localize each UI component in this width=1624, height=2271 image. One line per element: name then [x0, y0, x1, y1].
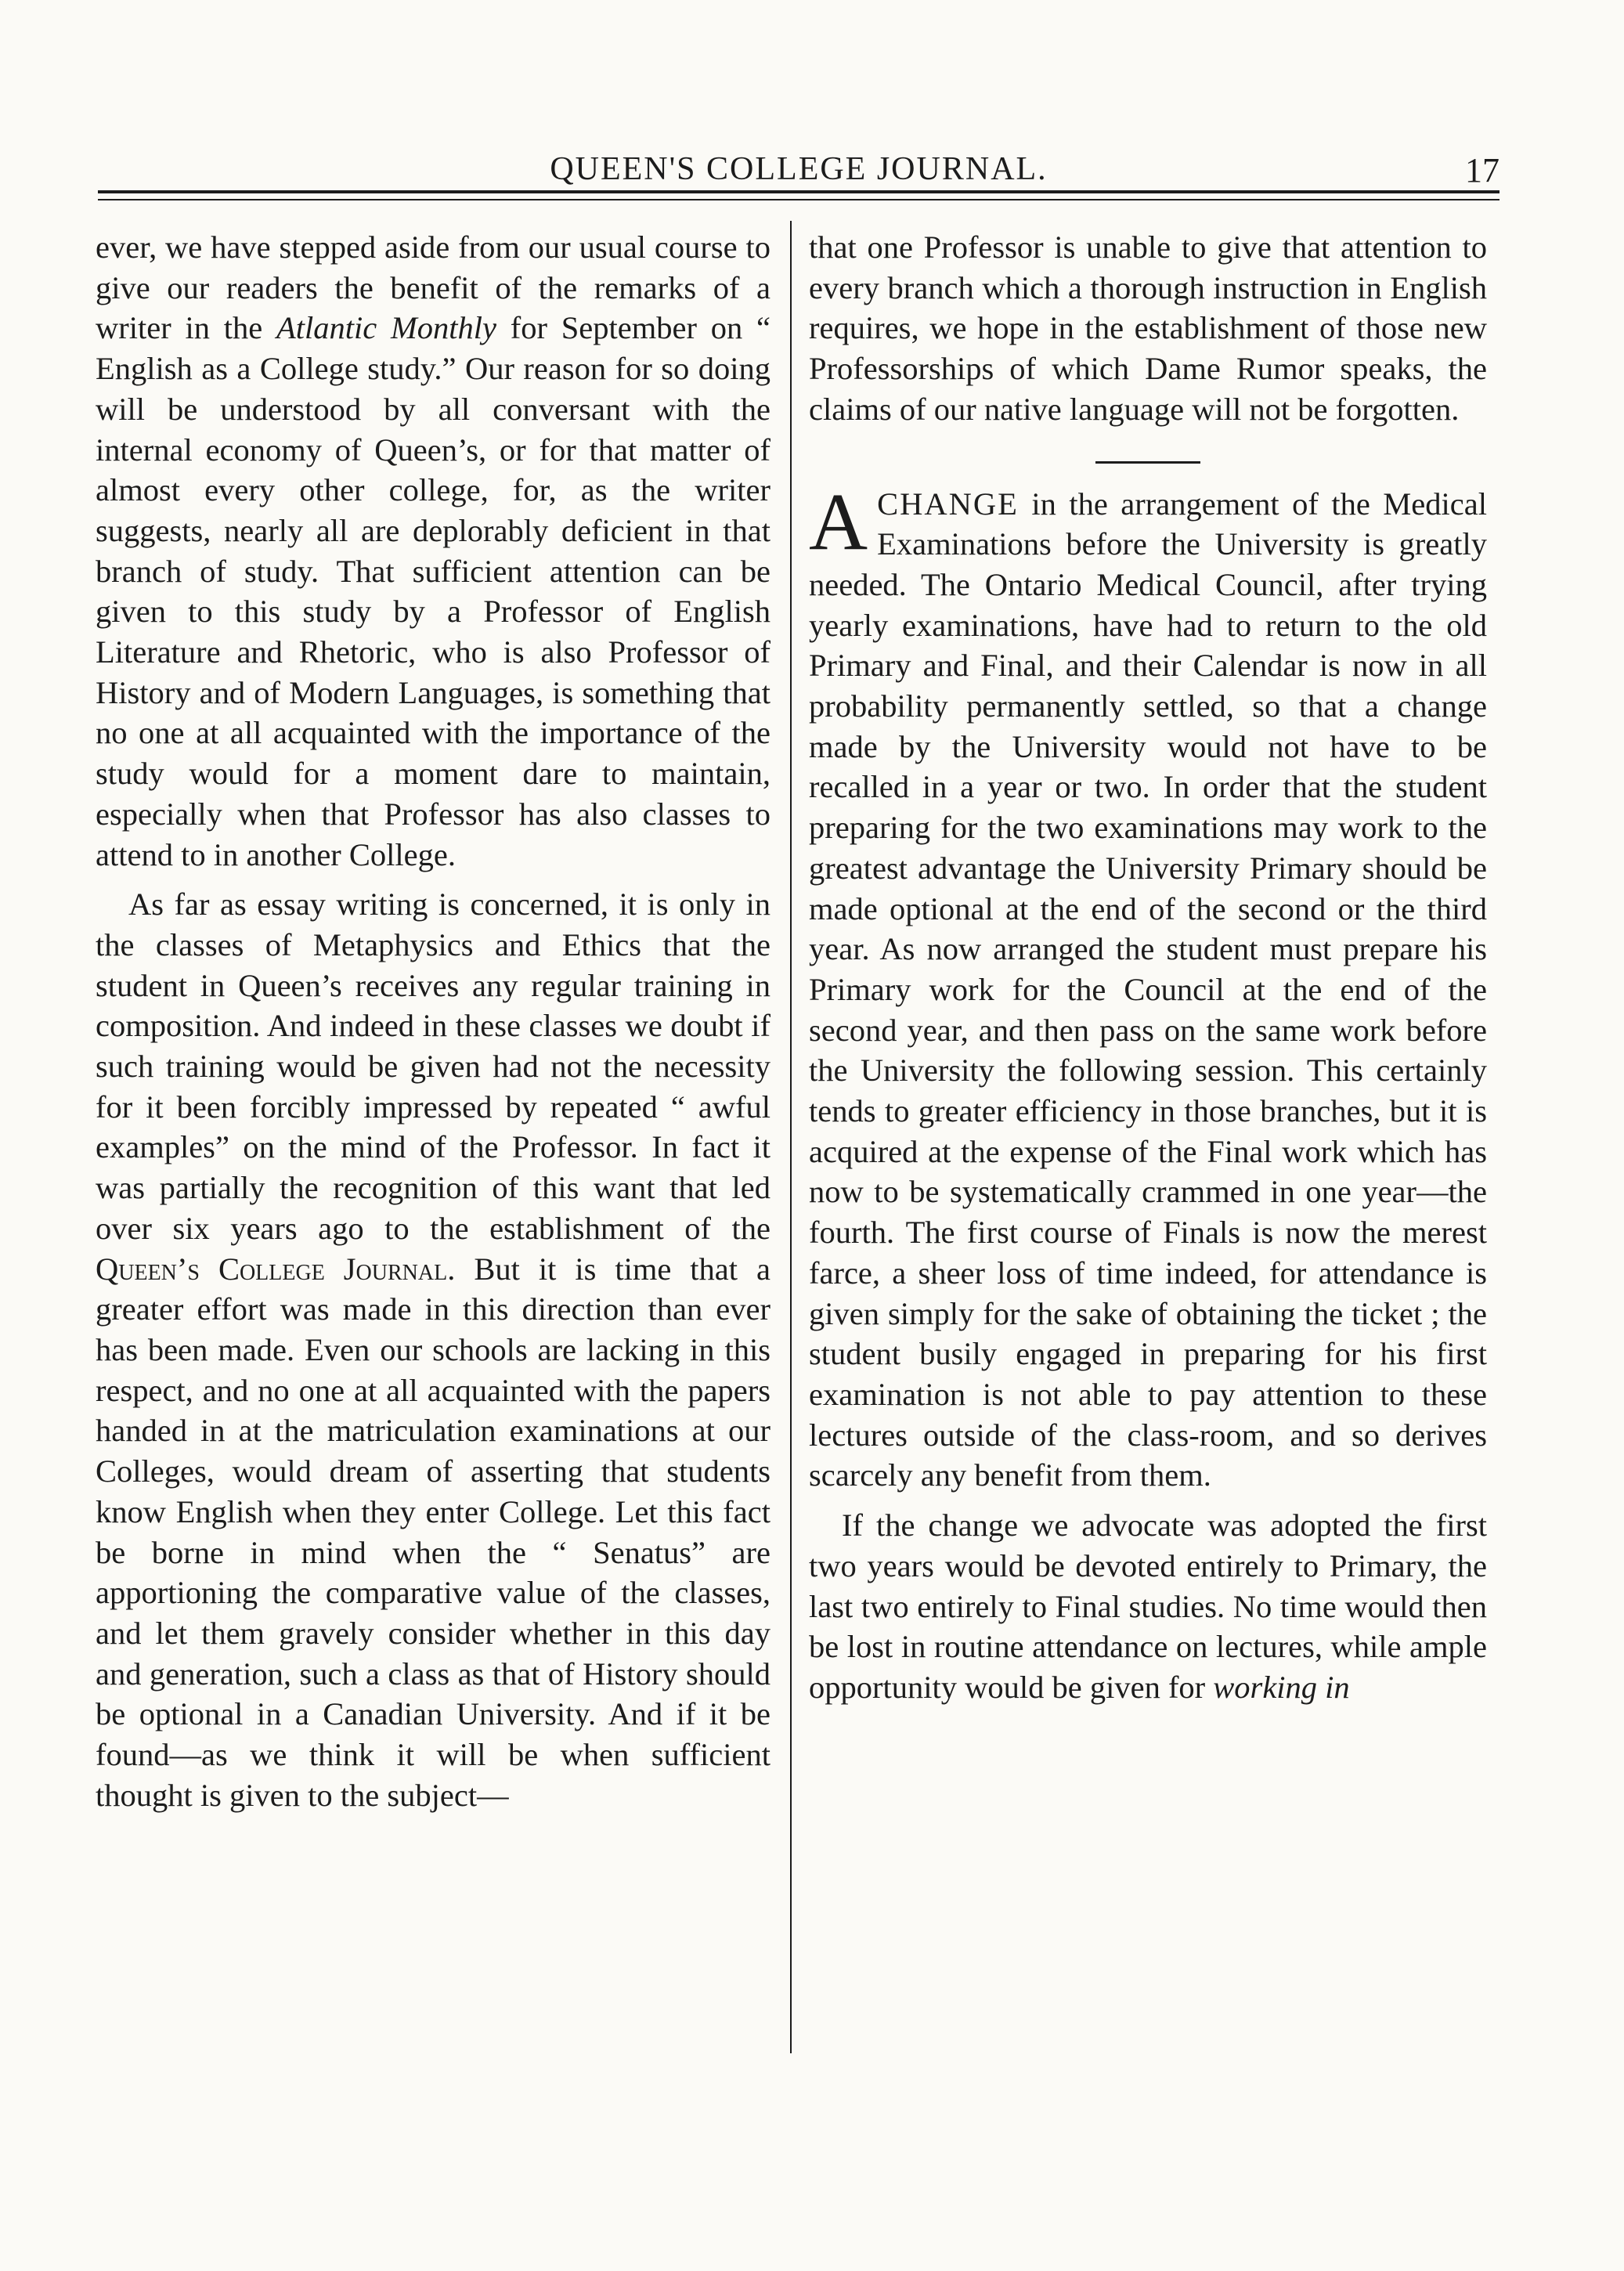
column-divider [790, 221, 792, 2053]
running-title: QUEEN'S COLLEGE JOURNAL. [550, 151, 1048, 187]
italic-title: Atlantic Monthly [276, 310, 496, 346]
right-paragraph-1: that one Professor is unable to give that attention to every branch which a thorough instruction in English requires, we hope in the establishment of those new Professorships of which Dame Rumor speaks, the claims of our native language will not be forgotten. [809, 229, 1487, 427]
header-rule [98, 190, 1499, 193]
header-rule-thin [98, 199, 1499, 200]
right-paragraph-3 [809, 1505, 1487, 1708]
left-paragraph-2 [96, 884, 770, 1815]
lead-word: CHANGE [877, 486, 1019, 522]
text-run: ever, we have stepped aside from our usual course to give our readers the benefit of the remarks of a writer in the [96, 229, 770, 346]
left-column [96, 227, 770, 1815]
section-divider [1095, 461, 1200, 464]
text-run: As far as essay writing is concerned, it is only in the classes of Metaphysics and Ethics that the student in Queen’s receives any regular training in composition. And indeed in these classes we doubt if such training would be given had not the necessity for it been forcibly impressed by repeated “ awful examples” on the mind of the Professor. In fact it was partially the recognition of this want that led over six years ago to the establishment of the [96, 886, 770, 1246]
drop-cap: A [809, 476, 868, 567]
text-run: . But it is time that a greater effort was made in this direction than ever has been made. Even our schools are lacking in this respect, and no one at all acquainted with the papers handed in at the matriculation examinations at our Colleges, would dream of asserting that students know English when they enter College. Let this fact be borne in mind when the “ Senatus” are apportioning the comparative value of the classes, and let them gravely consider whether in this day and generation, such a class as that of History should be optional in a Canadian University. And if it be found—as we think it will be when sufficient thought is given to the subject— [96, 1251, 770, 1813]
left-paragraph-1 [96, 227, 770, 875]
right-paragraph-2 [809, 476, 1487, 1497]
text-run: If the change we advocate was adopted the first two years would be devoted entirely to Primary, the last two entirely to Final studies. No time would then be lost in routine attendance on lectures, while ample opportunity would be given for [809, 1507, 1487, 1705]
journal-name: Queen’s College Journal [96, 1251, 448, 1287]
text-run: for September on “ English as a College study.” Our reason for so doing will be understood by all conversant with the internal economy of Queen’s, or for that matter of almost every other college, for, as the writer suggests, nearly all are deplorably deficient in that branch of study. That sufficient attention can be given to this study by a Professor of English Literature and Rhetoric, who is also Professor of History and of Modern Languages, is something that no one at all acquainted with the importance of the study would for a moment dare to maintain, especially when that Professor has also classes to attend to in another College. [96, 310, 770, 872]
right-column [809, 227, 1487, 1708]
italic-phrase: working in [1213, 1669, 1350, 1705]
text-run: in the arrangement of the Medical Examinations before the University is greatly needed. The Ontario Medical Council, after trying yearly examinations, have had to return to the old Primary and Final, and their Calendar is now in all probability permanently settled, so that a change made by the University would not have to be recalled in a year or two. In order that the student preparing for the two examinations may work to the greatest advantage the University Primary should be made optional at the end of the second or the third year. As now arranged the student must prepare his Primary work for the Council at the end of the second year, and then pass on the same work before the University the following session. This certainly tends to greater efficiency in those branches, but it is acquired at the expense of the Final work which has now to be systematically crammed in one year—the fourth. The first course of Finals is now the merest farce, a sheer loss of time indeed, for attendance is given simply for the sake of obtaining the ticket ; the student busily engaged in preparing for his first examination is not able to pay attention to these lectures outside of the class-room, and so derives scarcely any benefit from them. [809, 486, 1487, 1493]
page-number: 17 [1465, 151, 1499, 190]
